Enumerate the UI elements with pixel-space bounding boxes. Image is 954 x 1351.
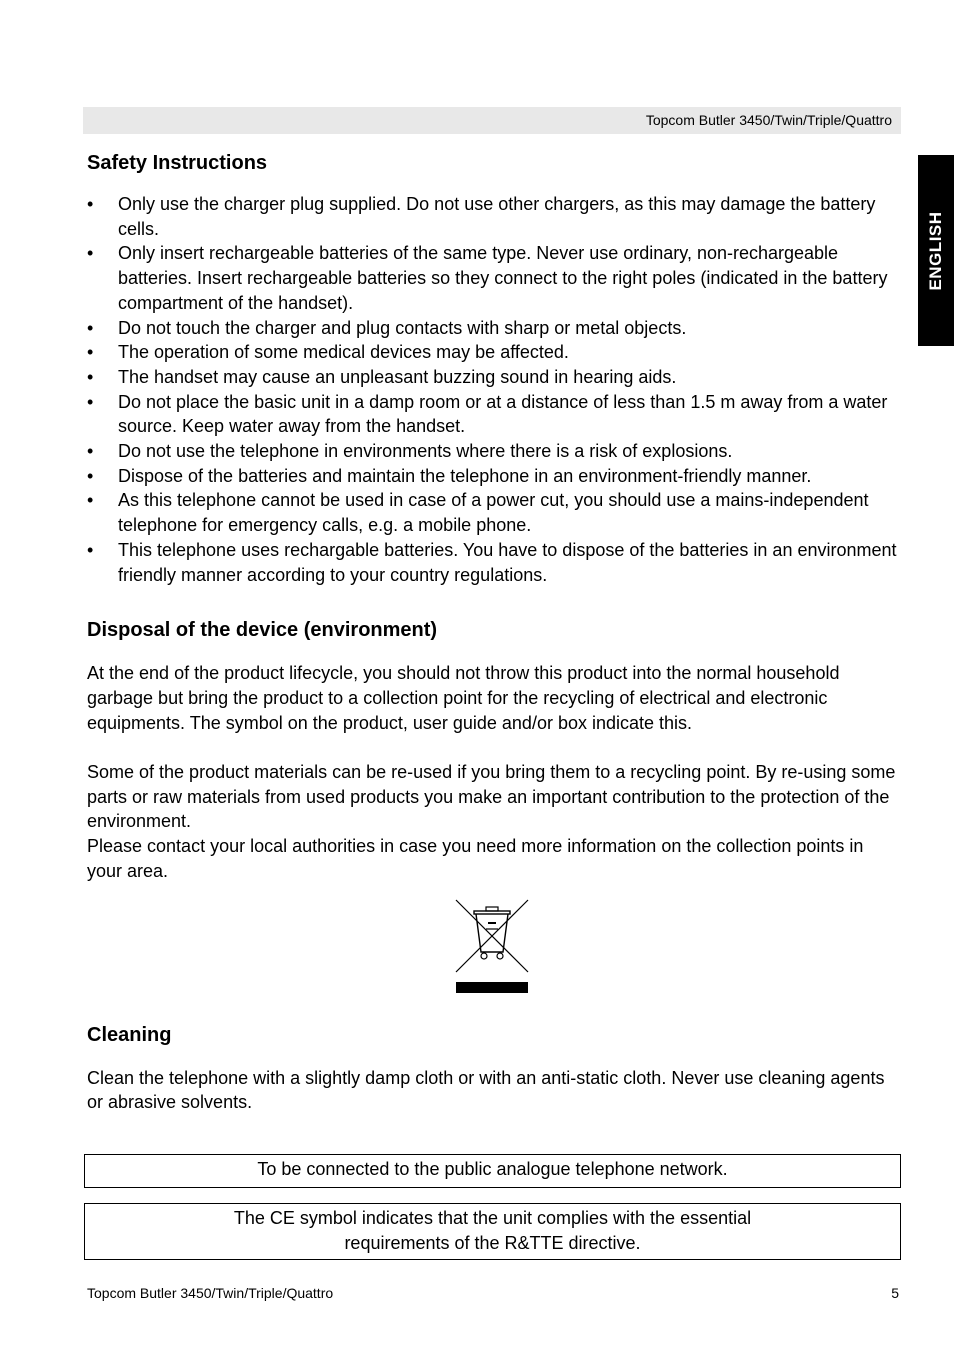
- safety-list: [87, 192, 897, 587]
- disposal-section: [87, 617, 897, 993]
- cleaning-section: [87, 1022, 897, 1115]
- list-item: • This telephone uses rechargable batteries. You have to dispose of the batteries in an environment friendly manner according to your country regulations.: [87, 538, 897, 587]
- list-item: • Do not place the basic unit in a damp room or at a distance of less than 1.5 m away from a water source. Keep water away from the handset.: [87, 390, 897, 439]
- language-tab-label: ENGLISH: [926, 210, 945, 291]
- ce-notice-line: requirements of the R&TTE directive.: [344, 1232, 641, 1253]
- list-item: • The handset may cause an unpleasant buzzing sound in hearing aids.: [87, 365, 897, 390]
- cleaning-paragraph: Clean the telephone with a slightly damp cloth or with an anti-static cloth. Never use cleaning agents or abrasive solvents.: [87, 1067, 885, 1113]
- list-item: • As this telephone cannot be used in case of a power cut, you should use a mains-independent telephone for emergency calls, e.g. a mobile phone.: [87, 488, 897, 537]
- weee-crossed-bin-icon: [452, 896, 532, 994]
- page-number: 5: [891, 1285, 899, 1301]
- list-item: • Dispose of the batteries and maintain the telephone in an environment-friendly manner.: [87, 464, 897, 489]
- disposal-heading: Disposal of the device (environment): [87, 619, 438, 642]
- cleaning-heading: Cleaning: [87, 1023, 172, 1046]
- safety-heading: Safety Instructions: [87, 152, 268, 174]
- list-item: • Do not touch the charger and plug contacts with sharp or metal objects.: [87, 316, 897, 341]
- page-content: [87, 150, 897, 1115]
- disposal-paragraph: Some of the product materials can be re-used if you bring them to a recycling point. By re-using some parts or raw materials from used products you make an important contribution to the protection of the environment.: [87, 762, 896, 832]
- list-item: • Do not use the telephone in environments where there is a risk of explosions.: [87, 439, 897, 464]
- network-notice-text: To be connected to the public analogue telephone network.: [257, 1159, 728, 1179]
- ce-notice-box: [84, 1203, 901, 1260]
- header-title: Topcom Butler 3450/Twin/Triple/Quattro: [645, 112, 892, 128]
- disposal-paragraph: At the end of the product lifecycle, you should not throw this product into the normal household garbage but bring the product to a collection point for the recycling of electrical and electronic equipments. The symbol on the product, user guide and/or box indicate this.: [87, 663, 840, 733]
- header-bar: [83, 107, 901, 134]
- list-item: • The operation of some medical devices may be affected.: [87, 340, 897, 365]
- language-tab: [918, 155, 954, 346]
- disposal-paragraph: Please contact your local authorities in case you need more information on the collection points in your area.: [87, 836, 864, 881]
- network-notice-box: [84, 1154, 901, 1188]
- ce-notice-line: The CE symbol indicates that the unit complies with the essential: [233, 1208, 752, 1228]
- footer-title: Topcom Butler 3450/Twin/Triple/Quattro: [87, 1285, 334, 1301]
- list-item: • Only use the charger plug supplied. Do not use other chargers, as this may damage the battery cells.: [87, 192, 897, 241]
- safety-section: [87, 150, 897, 587]
- list-item: • Only insert rechargeable batteries of the same type. Never use ordinary, non-rechargeable batteries. Insert rechargeable batteries so they connect to the right poles (indicated in the battery compartment of the handset).: [87, 241, 897, 315]
